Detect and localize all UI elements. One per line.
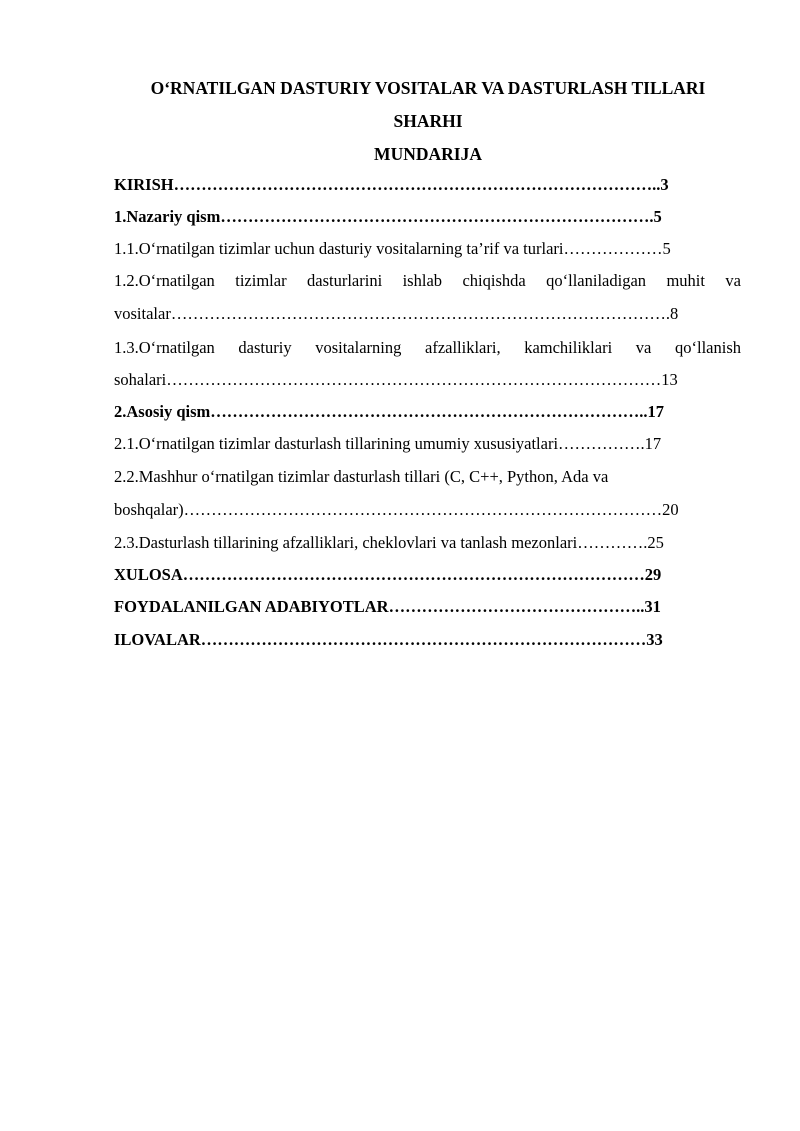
toc-entry-1-2-line-2: vositalar……………………………………………………………………………….8 [114,304,679,323]
toc-entry-asosiy-qism: 2.Asosiy qism……………………………………………………………………..17 [114,402,665,421]
toc-entry-xulosa: XULOSA…………………………………………………………………………29 [114,565,662,584]
toc-entry-2-2-line-1: 2.2.Mashhur o‘rnatilgan tizimlar dasturlash tillari (C, C++, Python, Ada va [114,467,609,486]
toc-entry-ilovalar: ILOVALAR………………………………………………………………………33 [114,630,663,649]
toc-entry-kirish: KIRISH……………………………………………………………………………..3 [114,175,669,194]
toc-heading: MUNDARIJA [374,144,482,164]
toc-entry-1-3-line-2: sohalari………………………………………………………………………………13 [114,370,678,389]
toc-entry-nazariy-qism: 1.Nazariy qism…………………………………………………………………….5 [114,207,662,226]
toc-entry-1-1: 1.1.O‘rnatilgan tizimlar uchun dasturiy vositalarning ta’rif va turlari………………5 [114,239,671,258]
document-title-line-1: O‘RNATILGAN DASTURIY VOSITALAR VA DASTURLASH TILLARI [150,78,706,98]
toc-entry-2-2-line-2: boshqalar)……………………………………………………………………………20 [114,500,679,519]
toc-entry-adabiyotlar: FOYDALANILGAN ADABIYOTLAR………………………………………..31 [114,597,661,616]
toc-entry-2-1: 2.1.O‘rnatilgan tizimlar dasturlash tillarining umumiy xususiyatlari…………….17 [114,434,662,453]
toc-entry-2-3: 2.3.Dasturlash tillarining afzalliklari, cheklovlari va tanlash mezonlari………….25 [114,533,664,552]
toc-entry-1-3-line-1: 1.3.O‘rnatilgan dasturiy vositalarning afzalliklari, kamchiliklari va qo‘llanish [114,338,741,357]
document-title-line-2: SHARHI [393,111,463,131]
toc-entry-1-2-line-1: 1.2.O‘rnatilgan tizimlar dasturlarini ishlab chiqishda qo‘llaniladigan muhit va [114,271,741,290]
